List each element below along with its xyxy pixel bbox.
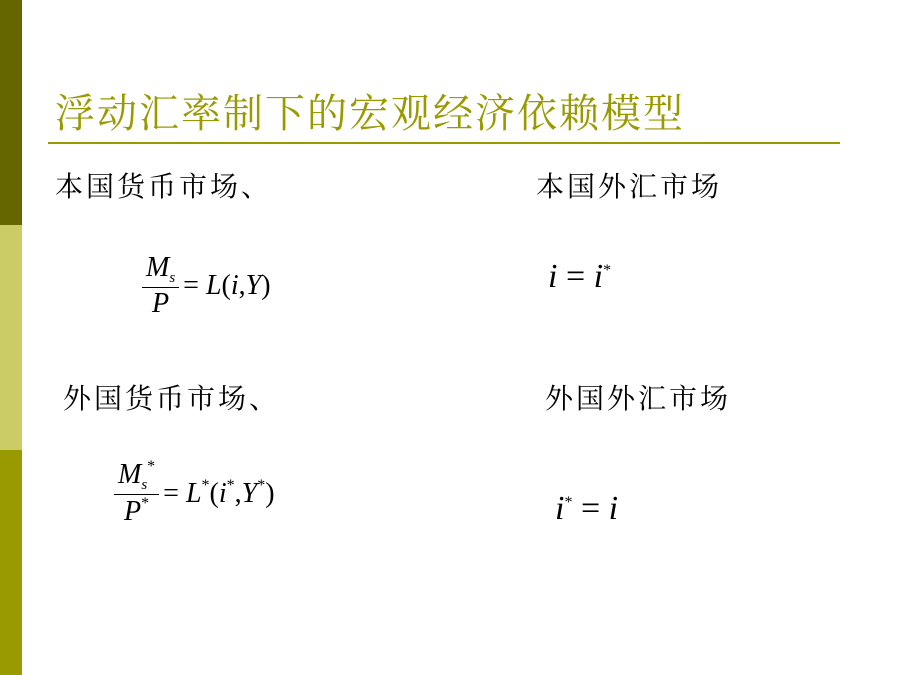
foreign-fx-market-label: 外国外汇市场 — [545, 382, 732, 415]
home-money-market-label: 本国货币市场、 — [55, 170, 273, 203]
sidebar-segment-dark — [0, 0, 22, 225]
slide-title: 浮动汇率制下的宏观经济依赖模型 — [55, 91, 685, 137]
foreign-money-market-equation: $\frac{M_s^*}{P^*}$ = L*(i*,Y*) — [114, 458, 275, 528]
foreign-money-market-label: 外国货币市场、 — [63, 382, 281, 415]
foreign-fx-market-equation: i* = i — [555, 490, 619, 527]
sidebar-segment-olive — [0, 450, 22, 675]
home-fx-market-label: 本国外汇市场 — [536, 170, 723, 203]
home-money-market-equation: $\frac{M_s}{P}$ = L(i,Y) — [142, 252, 271, 320]
sidebar-decoration — [0, 0, 22, 675]
title-divider — [48, 142, 840, 144]
home-fx-market-equation: i = i* — [548, 258, 612, 295]
sidebar-segment-light — [0, 225, 22, 450]
